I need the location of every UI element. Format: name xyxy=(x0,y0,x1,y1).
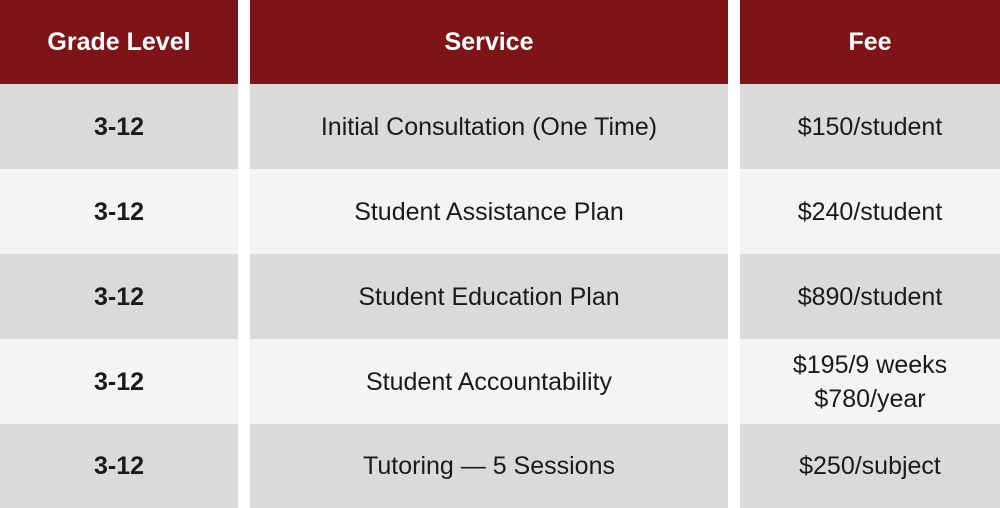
grade-cell: 3-12 xyxy=(0,84,238,169)
table-row xyxy=(0,169,1000,254)
header-service: Service xyxy=(250,0,728,84)
grade-cell: 3-12 xyxy=(0,424,238,508)
table-header-row xyxy=(0,0,1000,84)
table-row xyxy=(0,84,1000,169)
service-cell: Student Accountability xyxy=(250,339,728,424)
header-grade-level: Grade Level xyxy=(0,0,238,84)
service-cell: Tutoring — 5 Sessions xyxy=(250,424,728,508)
fee-line: $195/9 weeks xyxy=(792,350,948,379)
service-cell: Student Assistance Plan xyxy=(250,169,728,254)
table-row xyxy=(0,254,1000,339)
fee-cell xyxy=(740,424,1000,508)
service-cell: Student Education Plan xyxy=(250,254,728,339)
grade-cell: 3-12 xyxy=(0,169,238,254)
grade-cell: 3-12 xyxy=(0,339,238,424)
fee-line: $150/student xyxy=(797,112,943,141)
fee-cell xyxy=(740,84,1000,169)
header-fee: Fee xyxy=(740,0,1000,84)
fee-line: $780/year xyxy=(814,384,926,413)
fee-line: $890/student xyxy=(797,282,943,311)
fee-cell xyxy=(740,254,1000,339)
service-cell: Initial Consultation (One Time) xyxy=(250,84,728,169)
fee-line: $240/student xyxy=(797,197,943,226)
table-row xyxy=(0,339,1000,424)
grade-cell: 3-12 xyxy=(0,254,238,339)
fee-cell xyxy=(740,169,1000,254)
table-row xyxy=(0,424,1000,508)
fee-cell xyxy=(740,339,1000,424)
fee-line: $250/subject xyxy=(799,452,941,480)
